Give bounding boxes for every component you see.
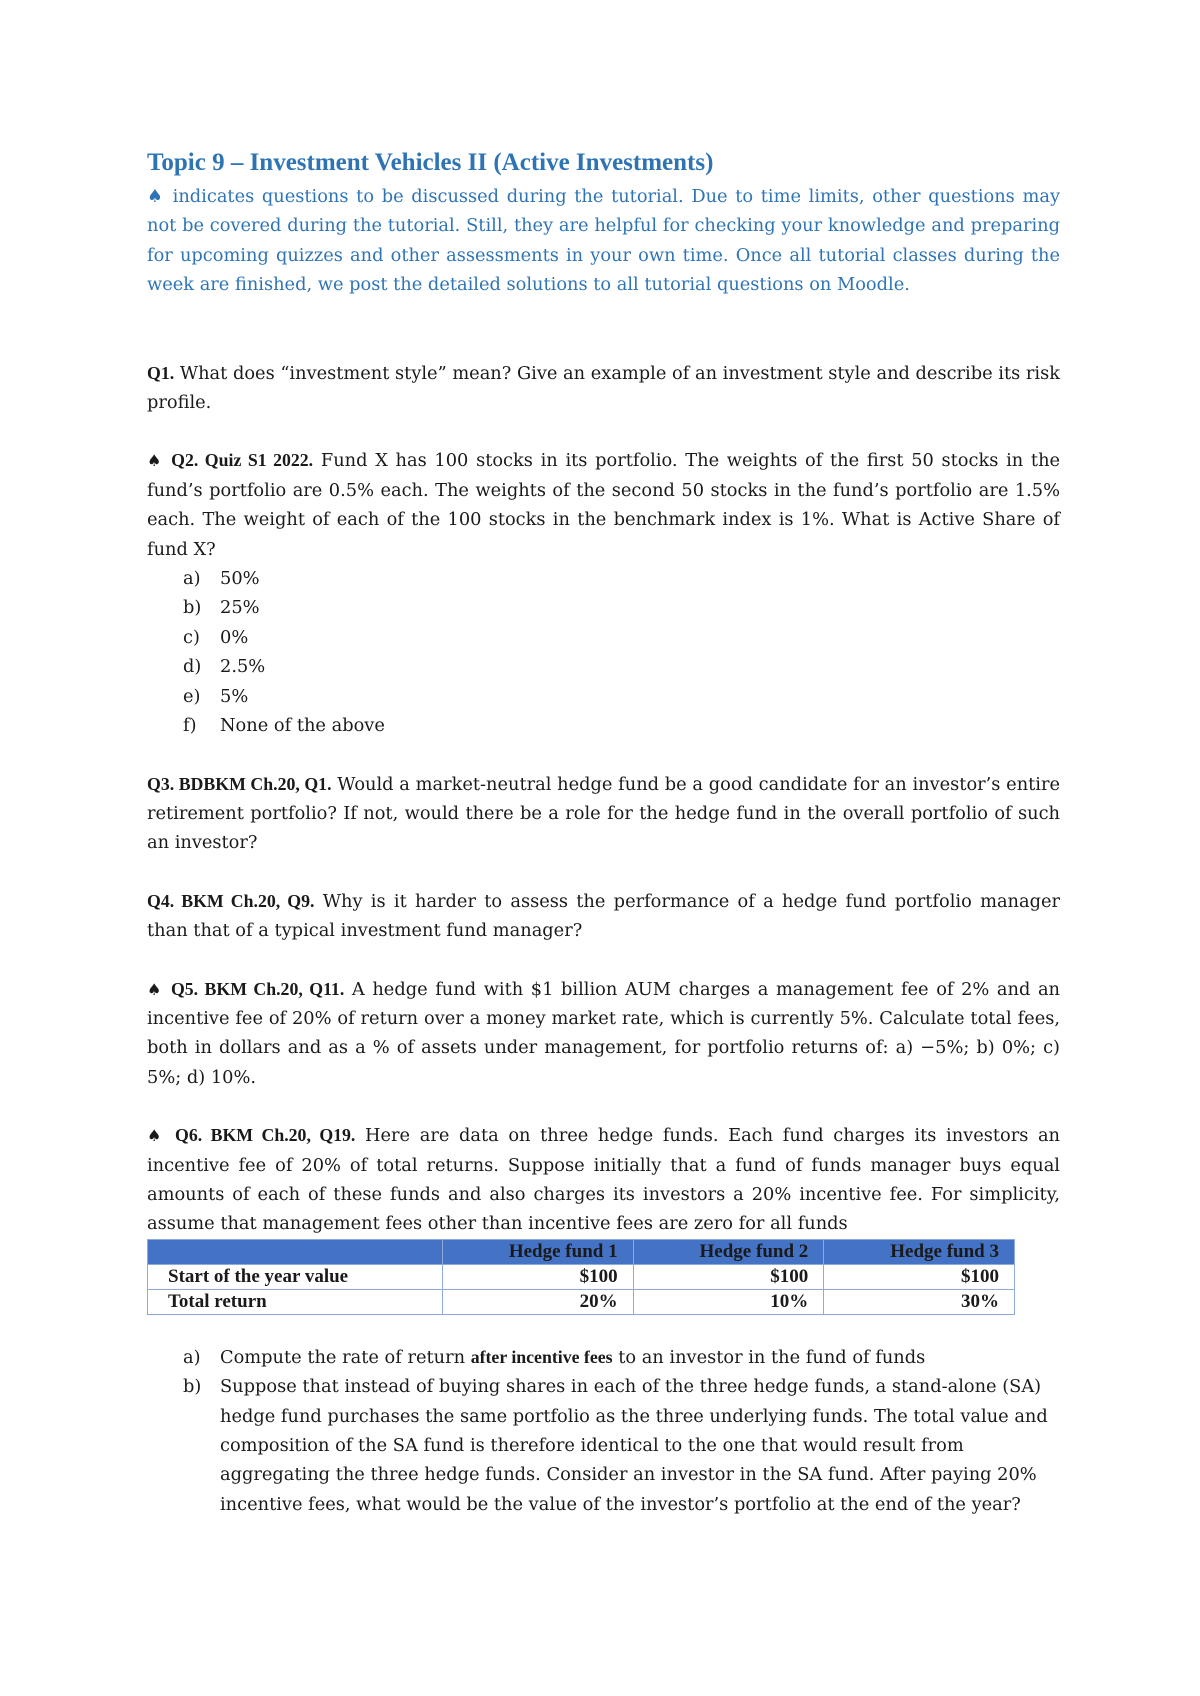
- option-text: 25%: [220, 597, 260, 619]
- page-title: Topic 9 – Investment Vehicles II (Active Investments): [147, 149, 714, 176]
- question-6: [147, 1121, 1060, 1239]
- table-cell: $100: [824, 1264, 1015, 1289]
- option-item: [183, 652, 1060, 681]
- question-5-text: A hedge fund with $1 billion AUM charges a management fee of 2% and an incentive fee of 20% of return over a money market rate, which is currently 5%. Calculate total fees, both in dollars and as a % of assets under management, for portfolio returns of: a) −5%; b) 0%; c) 5%; d) 10%.: [147, 978, 1061, 1088]
- table-cell: $100: [633, 1264, 824, 1289]
- option-text: 50%: [220, 568, 260, 590]
- part-letter: b): [183, 1376, 202, 1398]
- question-1-text: What does “investment style” mean? Give an example of an investment style and describe its risk profile.: [147, 362, 1060, 414]
- question-2-label: Q2. Quiz S1 2022.: [171, 450, 314, 471]
- table-cell: 30%: [824, 1289, 1015, 1314]
- spade-icon: ♠: [147, 1126, 166, 1146]
- option-letter: a): [183, 568, 201, 590]
- option-letter: c): [183, 626, 200, 648]
- list-item: [183, 1343, 1060, 1372]
- document-content: [147, 146, 1060, 1519]
- table-row: [148, 1264, 1015, 1289]
- part-a-pre: Compute the rate of return: [220, 1346, 471, 1368]
- table-header-cell: Hedge fund 2: [633, 1239, 824, 1264]
- table-cell: 10%: [633, 1289, 824, 1314]
- question-6-label: Q6. BKM Ch.20, Q19.: [174, 1125, 356, 1146]
- part-a-text: [220, 1343, 1060, 1372]
- table-row-label: Start of the year value: [148, 1264, 443, 1289]
- intro-paragraph: ♠ indicates questions to be discussed during the tutorial. Due to time limits, other questions may not be covered during the tutorial. Still, they are helpful for checking your knowledge and preparing for upcoming quizzes and other assessments in your own time. Once all tutorial classes during the week are finished, we post the detailed solutions to all tutorial questions on Moodle.: [147, 186, 1060, 296]
- question-4-text: Why is it harder to assess the performance of a hedge fund portfolio manager than that of a typical investment fund manager?: [147, 890, 1061, 942]
- part-b-text: Suppose that instead of buying shares in each of the three hedge funds, a stand-alone (SA) hedge fund purchases the same portfolio as the three underlying funds. The total value and composition of the SA fund is therefore identical to the one that would result from aggregating the three hedge funds. Consider an investor in the SA fund. After paying 20% incentive fees, what would be the value of the investor’s portfolio at the end of the year?: [220, 1376, 1048, 1515]
- table-header-cell: Hedge fund 3: [824, 1239, 1015, 1264]
- hedge-fund-table: [147, 1239, 1015, 1315]
- spade-icon: ♠: [147, 979, 164, 999]
- table-cell: 20%: [442, 1289, 633, 1314]
- part-a-post: to an investor in the fund of funds: [612, 1346, 926, 1368]
- table-row-label: Total return: [148, 1289, 443, 1314]
- option-text: 5%: [220, 685, 249, 707]
- part-a-bold: after incentive fees: [470, 1346, 613, 1367]
- table-header-cell: Hedge fund 1: [442, 1239, 633, 1264]
- option-item: [183, 623, 1060, 652]
- question-4-label: Q4. BKM Ch.20, Q9.: [147, 890, 315, 911]
- question-4: [147, 887, 1060, 946]
- question-1: [147, 359, 1060, 418]
- option-letter: f): [183, 715, 197, 737]
- spade-icon: ♠: [147, 451, 164, 471]
- question-6-text: Here are data on three hedge funds. Each fund charges its investors an incentive fee of 20% of total returns. Suppose initially that a fund of funds manager buys equal amounts of each of these funds and also charges its investors a 20% incentive fee. For simplicity, assume that management fees other than incentive fees are zero for all funds: [147, 1125, 1061, 1235]
- question-5: [147, 975, 1060, 1093]
- part-letter: a): [183, 1346, 201, 1368]
- option-item: [183, 682, 1060, 711]
- question-5-label: Q5. BKM Ch.20, Q11.: [170, 978, 345, 999]
- option-text: None of the above: [220, 715, 385, 737]
- option-item: [183, 711, 1060, 740]
- question-2: [147, 446, 1060, 564]
- table-cell: $100: [442, 1264, 633, 1289]
- question-1-label: Q1.: [147, 362, 175, 383]
- question-6-parts: [147, 1343, 1060, 1519]
- option-letter: e): [183, 685, 201, 707]
- option-item: [183, 593, 1060, 622]
- list-item: [183, 1372, 1060, 1519]
- option-text: 2.5%: [220, 656, 266, 678]
- question-3-text: Would a market-neutral hedge fund be a good candidate for an investor’s entire retirement portfolio? If not, would there be a role for the hedge fund in the overall portfolio of such an investor?: [147, 773, 1061, 854]
- option-letter: d): [183, 656, 202, 678]
- question-3-label: Q3. BDBKM Ch.20, Q1.: [147, 773, 332, 794]
- table-header-cell: [148, 1239, 443, 1264]
- table-row: [148, 1289, 1015, 1314]
- table-header-row: [148, 1239, 1015, 1264]
- question-3: [147, 770, 1060, 858]
- question-2-options: [147, 564, 1060, 740]
- option-letter: b): [183, 597, 202, 619]
- question-2-text: Fund X has 100 stocks in its portfolio. The weights of the first 50 stocks in the fund’s portfolio are 0.5% each. The weights of the second 50 stocks in the fund’s portfolio are 1.5% each. The weight of each of the 100 stocks in the benchmark index is 1%. What is Active Share of fund X?: [147, 450, 1061, 560]
- option-text: 0%: [220, 626, 249, 648]
- option-item: [183, 564, 1060, 593]
